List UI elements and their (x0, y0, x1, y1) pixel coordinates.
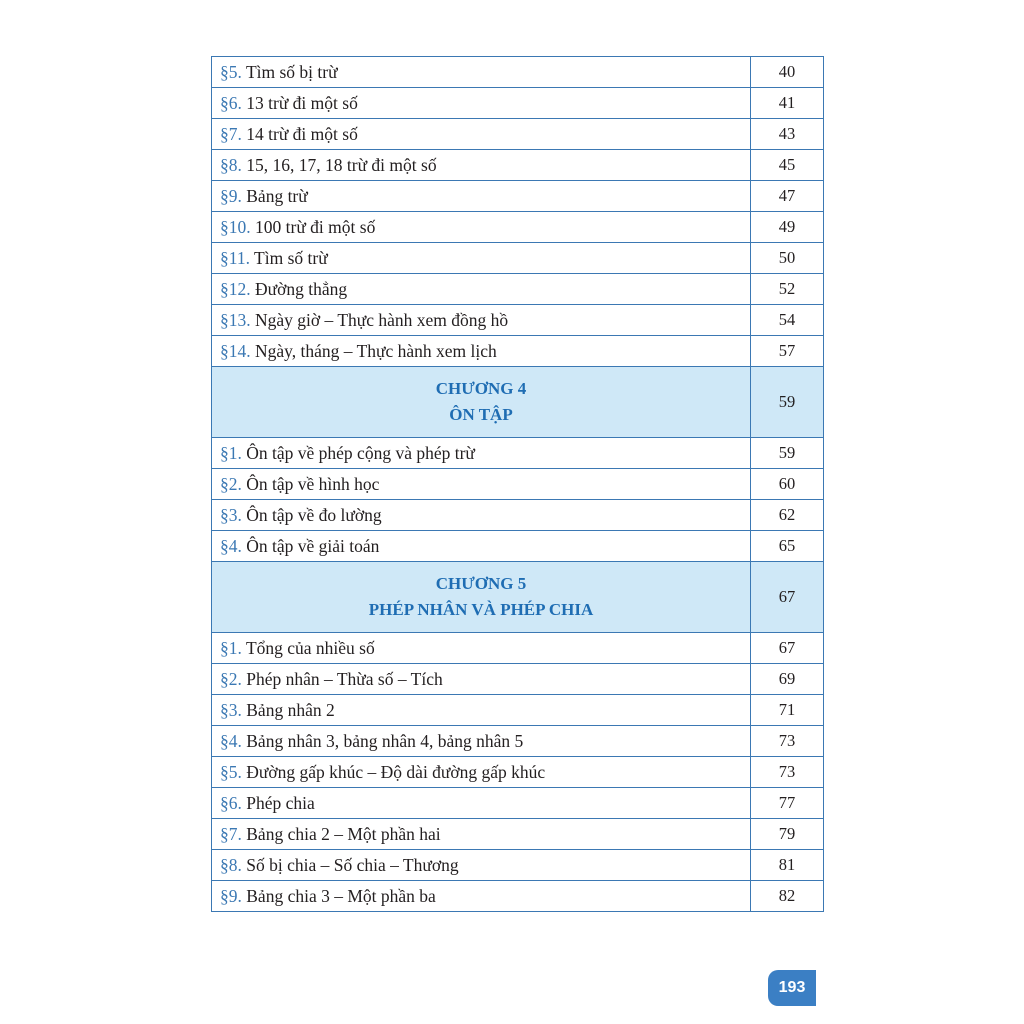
section-entry (212, 438, 751, 469)
section-title: Tổng của nhiều số (245, 637, 375, 658)
section-title: Đường thẳng (255, 278, 348, 299)
toc-section-row (212, 305, 824, 336)
section-title: Ôn tập về phép cộng và phép trừ (246, 442, 475, 463)
section-entry (212, 57, 751, 88)
toc-page-number: 59 (751, 438, 824, 469)
section-number: §5. (220, 761, 242, 782)
section-number: §6. (220, 792, 242, 813)
toc-page-number: 71 (751, 695, 824, 726)
section-number: §10. (220, 216, 251, 237)
section-number: §4. (220, 535, 242, 556)
toc-section-row (212, 469, 824, 500)
section-title: Ôn tập về đo lường (246, 504, 382, 525)
toc-section-row (212, 695, 824, 726)
toc-section-row (212, 243, 824, 274)
toc-page-number: 40 (751, 57, 824, 88)
section-title: Bảng trừ (246, 185, 308, 206)
section-entry (212, 274, 751, 305)
section-title: Bảng chia 2 – Một phần hai (246, 823, 441, 844)
section-number: §12. (220, 278, 251, 299)
section-entry (212, 881, 751, 912)
section-title: Ngày giờ – Thực hành xem đồng hồ (255, 309, 509, 330)
section-number: §13. (220, 309, 251, 330)
toc-body (212, 57, 824, 912)
toc-section-row (212, 181, 824, 212)
section-number: §3. (220, 699, 242, 720)
toc-section-row (212, 212, 824, 243)
toc-page-number: 60 (751, 469, 824, 500)
toc-section-row (212, 119, 824, 150)
section-entry (212, 695, 751, 726)
toc-page-number: 54 (751, 305, 824, 336)
section-number: §7. (220, 823, 242, 844)
section-entry (212, 305, 751, 336)
section-entry (212, 757, 751, 788)
section-title: Bảng nhân 3, bảng nhân 4, bảng nhân 5 (246, 730, 524, 751)
toc-page-number: 77 (751, 788, 824, 819)
toc-section-row (212, 819, 824, 850)
toc-page-number: 81 (751, 850, 824, 881)
section-title: 15, 16, 17, 18 trừ đi một số (246, 154, 437, 175)
section-title: Tìm số bị trừ (245, 61, 338, 82)
section-entry (212, 726, 751, 757)
section-entry (212, 243, 751, 274)
section-entry (212, 664, 751, 695)
section-entry (212, 150, 751, 181)
section-number: §14. (220, 340, 251, 361)
toc-section-row (212, 633, 824, 664)
section-title: Bảng chia 3 – Một phần ba (246, 885, 436, 906)
toc-page-number: 43 (751, 119, 824, 150)
section-entry (212, 469, 751, 500)
section-number: §9. (220, 885, 242, 906)
section-number: §3. (220, 504, 242, 525)
toc-page-number: 67 (751, 633, 824, 664)
section-title: 14 trừ đi một số (246, 123, 358, 144)
toc-page-number: 59 (751, 367, 824, 438)
section-title: Đường gấp khúc – Độ dài đường gấp khúc (246, 761, 546, 782)
section-title: 13 trừ đi một số (246, 92, 358, 113)
toc-page-number: 49 (751, 212, 824, 243)
toc-page-number: 47 (751, 181, 824, 212)
chapter-title: ÔN TẬP (449, 405, 513, 424)
section-title: Tìm số trừ (254, 247, 328, 268)
section-number: §6. (220, 92, 242, 113)
toc-section-row (212, 531, 824, 562)
toc-page-number: 82 (751, 881, 824, 912)
page-number: 193 (778, 979, 806, 996)
section-number: §2. (220, 668, 242, 689)
section-number: §2. (220, 473, 242, 494)
toc-page-number: 73 (751, 757, 824, 788)
toc-page-number: 73 (751, 726, 824, 757)
section-entry (212, 336, 751, 367)
section-entry (212, 850, 751, 881)
toc-section-row (212, 88, 824, 119)
section-entry (212, 181, 751, 212)
toc-page-number: 65 (751, 531, 824, 562)
section-entry (212, 788, 751, 819)
section-entry (212, 819, 751, 850)
toc-section-row (212, 788, 824, 819)
table-of-contents (211, 56, 824, 912)
toc-section-row (212, 438, 824, 469)
section-entry (212, 531, 751, 562)
section-number: §1. (220, 442, 242, 463)
section-number: §7. (220, 123, 242, 144)
section-number: §11. (220, 247, 250, 268)
section-title: 100 trừ đi một số (255, 216, 376, 237)
toc-section-row (212, 881, 824, 912)
toc-section-row (212, 274, 824, 305)
section-number: §9. (220, 185, 242, 206)
section-number: §8. (220, 854, 242, 875)
chapter-title: PHÉP NHÂN VÀ PHÉP CHIA (368, 600, 594, 619)
section-number: §1. (220, 637, 242, 658)
toc-page-number: 45 (751, 150, 824, 181)
section-title: Phép nhân – Thừa số – Tích (246, 668, 443, 689)
section-title: Ngày, tháng – Thực hành xem lịch (255, 340, 497, 361)
chapter-heading (212, 367, 751, 438)
section-number: §4. (220, 730, 242, 751)
toc-section-row (212, 664, 824, 695)
toc-page-number: 52 (751, 274, 824, 305)
toc-section-row (212, 500, 824, 531)
toc-page-number: 79 (751, 819, 824, 850)
toc-page-number: 50 (751, 243, 824, 274)
section-title: Số bị chia – Số chia – Thương (246, 854, 459, 875)
section-title: Phép chia (246, 792, 315, 813)
section-number: §8. (220, 154, 242, 175)
section-entry (212, 212, 751, 243)
page-number-tab (768, 970, 816, 1006)
toc-page-number: 41 (751, 88, 824, 119)
section-number: §5. (220, 61, 242, 82)
toc-section-row (212, 850, 824, 881)
section-entry (212, 88, 751, 119)
toc-section-row (212, 336, 824, 367)
toc-page-number: 57 (751, 336, 824, 367)
chapter-number: CHƯƠNG 5 (435, 574, 527, 593)
chapter-number: CHƯƠNG 4 (435, 379, 527, 398)
toc-page-number: 69 (751, 664, 824, 695)
section-entry (212, 500, 751, 531)
toc-section-row (212, 150, 824, 181)
section-title: Ôn tập về giải toán (246, 535, 380, 556)
section-entry (212, 633, 751, 664)
chapter-heading (212, 562, 751, 633)
section-title: Bảng nhân 2 (246, 699, 335, 720)
toc-chapter-row (212, 562, 824, 633)
toc-chapter-row (212, 367, 824, 438)
toc-page-number: 67 (751, 562, 824, 633)
toc-page-number: 62 (751, 500, 824, 531)
section-entry (212, 119, 751, 150)
toc-section-row (212, 757, 824, 788)
toc-section-row (212, 57, 824, 88)
section-title: Ôn tập về hình học (246, 473, 380, 494)
toc-section-row (212, 726, 824, 757)
